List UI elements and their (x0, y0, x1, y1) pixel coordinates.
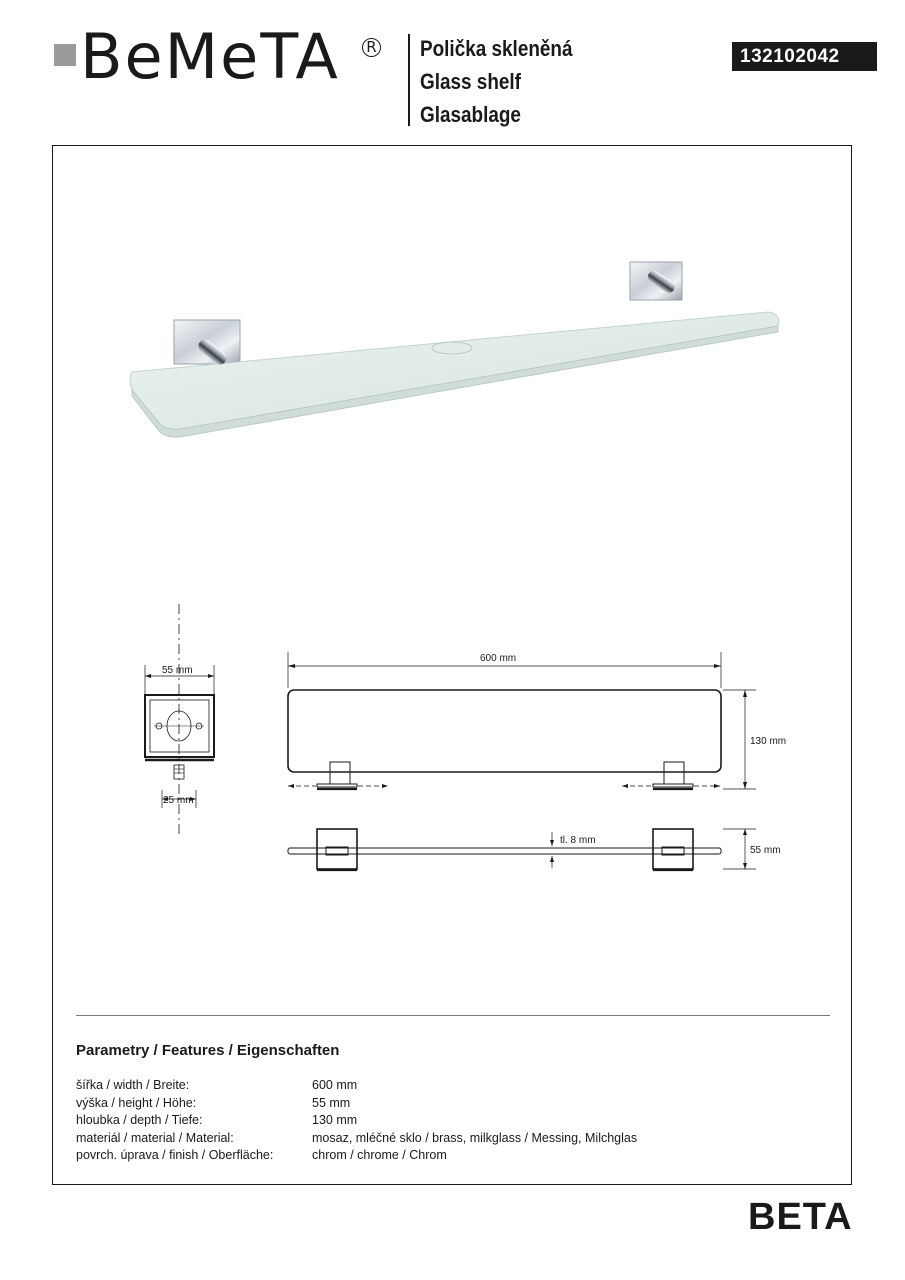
dim-thickness: tl. 8 mm (560, 835, 596, 846)
spec-value: mosaz, mléčné sklo / brass, milkglass / Messing, Milchglas (312, 1130, 638, 1145)
title-de: Glasablage (420, 102, 521, 127)
front-view (288, 829, 756, 870)
title-cz: Polička skleněná (420, 36, 573, 61)
spec-label: hloubka / depth / Tiefe: (76, 1113, 203, 1127)
dim-depth: 130 mm (750, 736, 787, 747)
spec-row (76, 1147, 637, 1165)
spec-value: chrom / chrome / Chrom (312, 1148, 447, 1162)
spec-row (76, 1112, 637, 1130)
spec-row (76, 1130, 637, 1148)
features-heading: Parametry / Features / Eigenschaften (76, 1042, 340, 1059)
spec-label: výška / height / Höhe: (76, 1095, 197, 1110)
registered-mark: R (362, 38, 381, 57)
series-name: BETA (748, 1196, 853, 1238)
dim-length: 600 mm (480, 653, 517, 664)
brand-logo: BeMeTA (80, 20, 340, 93)
dim-side-depth: 25 mm (163, 795, 194, 806)
spec-value: 55 mm (312, 1095, 351, 1110)
section-divider (76, 1015, 830, 1016)
spec-label: šířka / width / Breite: (76, 1078, 190, 1092)
spec-table (76, 1077, 637, 1165)
top-view (288, 652, 756, 789)
dim-height: 55 mm (750, 845, 781, 856)
spec-row (76, 1077, 637, 1095)
product-code: 132102042 (732, 42, 877, 71)
spec-value: 600 mm (312, 1078, 358, 1092)
title-en: Glass shelf (420, 69, 521, 94)
shelf-photo (130, 262, 779, 437)
dim-side-width: 55 mm (162, 665, 193, 676)
spec-row (76, 1095, 637, 1113)
spec-label: povrch. úprava / finish / Oberfläche: (76, 1148, 274, 1162)
spec-value: 130 mm (312, 1113, 358, 1127)
spec-label: materiál / material / Material: (76, 1130, 234, 1145)
